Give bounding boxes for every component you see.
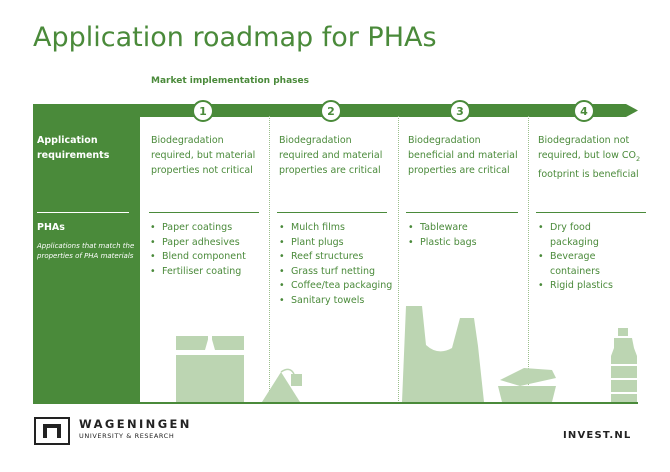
wur-name: WAGENINGEN (79, 417, 192, 431)
phas-label: PHAs (37, 222, 65, 233)
invest-nl-logo: INVEST.NL (563, 430, 632, 441)
list-item: • Sanitary towels (278, 294, 392, 309)
list-item: • Reef structures (278, 250, 392, 265)
tea-bag-icon (262, 369, 302, 402)
list-item: • Tableware (407, 221, 477, 236)
list-item: • Beverage containers (537, 250, 637, 279)
phase-4-marker: 4 (573, 100, 595, 122)
base-line (33, 402, 638, 404)
box-icon (176, 336, 244, 402)
list-item: • Dry food packaging (537, 221, 637, 250)
requirement-phase-2: Biodegradation required and material properties are critical (279, 135, 383, 176)
requirement-phase-3: Biodegradation beneficial and material properties are critical (408, 135, 518, 176)
phase-1-marker: 1 (192, 100, 214, 122)
phas-description: Applications that match the properties of PHA materials (37, 242, 135, 260)
list-item: • Blend component (149, 250, 246, 265)
co2-subscript: 2 (636, 154, 641, 163)
phase-3-marker: 3 (449, 100, 471, 122)
list-item: • Plant plugs (278, 236, 392, 251)
list-item: • Plastic bags (407, 236, 477, 251)
list-item: • Fertiliser coating (149, 265, 246, 280)
requirement-phase-4-part-1: Biodegradation not required, but low CO (538, 135, 636, 161)
list-item: • Mulch films (278, 221, 392, 236)
bottle-icon (611, 328, 637, 402)
list-item: • Coffee/tea packaging (278, 279, 392, 294)
application-requirements-label: Application requirements (37, 135, 110, 161)
plastic-bag-icon (402, 306, 484, 402)
requirement-phase-4-part-2: footprint is beneficial (538, 168, 639, 180)
requirement-phase-1: Biodegradation required, but material properties not critical (151, 135, 256, 176)
list-item: • Rigid plastics (537, 279, 637, 294)
wur-logo-icon (33, 414, 73, 446)
list-item: • Paper adhesives (149, 236, 246, 251)
list-item: • Paper coatings (149, 221, 246, 236)
food-container-icon (498, 368, 556, 402)
wur-subtitle: UNIVERSITY & RESEARCH (79, 432, 175, 440)
page-title: Application roadmap for PHAs (33, 22, 437, 53)
phases-label: Market implementation phases (151, 76, 309, 86)
list-item: • Grass turf netting (278, 265, 392, 280)
phase-2-marker: 2 (320, 100, 342, 122)
